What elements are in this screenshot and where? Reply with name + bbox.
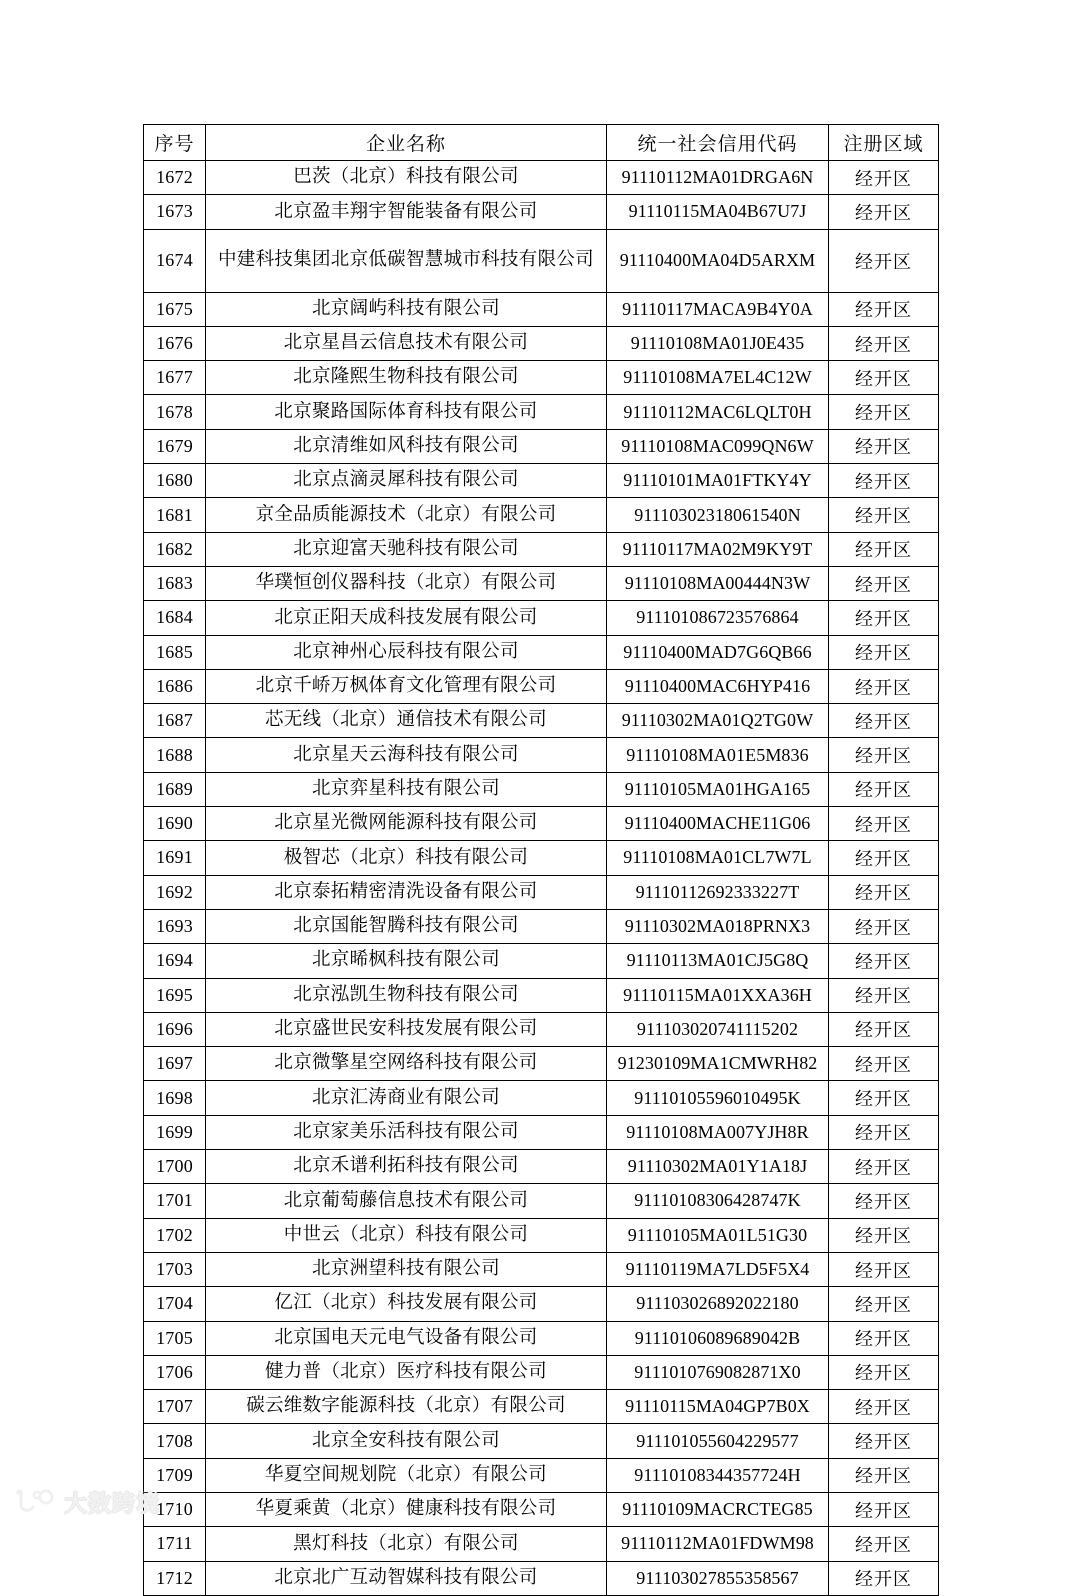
table-row <box>144 1527 939 1561</box>
table-row <box>144 841 939 875</box>
cell-area: 经开区 <box>829 1458 939 1492</box>
table-row <box>144 532 939 566</box>
cell-seq: 1692 <box>144 875 206 909</box>
cell-name: 北京家美乐活科技有限公司 <box>206 1115 607 1149</box>
cell-area: 经开区 <box>829 1492 939 1526</box>
cell-area: 经开区 <box>829 1321 939 1355</box>
cell-code: 91110108MA7EL4C12W <box>607 361 829 395</box>
table-row <box>144 601 939 635</box>
table-header-row <box>144 125 939 161</box>
cell-code: 91110115MA04GP7B0X <box>607 1390 829 1424</box>
cell-area: 经开区 <box>829 292 939 326</box>
cell-area: 经开区 <box>829 704 939 738</box>
cell-area: 经开区 <box>829 498 939 532</box>
cell-area: 经开区 <box>829 772 939 806</box>
cell-name: 北京千峤万枫体育文化管理有限公司 <box>206 669 607 703</box>
cell-seq: 1683 <box>144 566 206 600</box>
cell-seq: 1697 <box>144 1047 206 1081</box>
table-row <box>144 1012 939 1046</box>
cell-seq: 1694 <box>144 944 206 978</box>
cell-name: 北京神州心辰科技有限公司 <box>206 635 607 669</box>
table-row <box>144 1355 939 1389</box>
cell-name: 北京晞枫科技有限公司 <box>206 944 607 978</box>
cell-seq: 1679 <box>144 429 206 463</box>
cell-area: 经开区 <box>829 229 939 292</box>
cell-area: 经开区 <box>829 429 939 463</box>
table-row <box>144 229 939 292</box>
cell-seq: 1687 <box>144 704 206 738</box>
cell-name: 北京北广互动智媒科技有限公司 <box>206 1561 607 1595</box>
cell-area: 经开区 <box>829 361 939 395</box>
cell-code: 91110400MAC6HYP416 <box>607 669 829 703</box>
cell-seq: 1678 <box>144 395 206 429</box>
cell-code: 911101055604229577 <box>607 1424 829 1458</box>
cell-seq: 1708 <box>144 1424 206 1458</box>
cell-name: 北京国电天元电气设备有限公司 <box>206 1321 607 1355</box>
cell-seq: 1677 <box>144 361 206 395</box>
table-row <box>144 1390 939 1424</box>
cell-seq: 1699 <box>144 1115 206 1149</box>
table-row <box>144 195 939 229</box>
cell-code: 91110117MACA9B4Y0A <box>607 292 829 326</box>
cell-name: 碳云维数字能源科技（北京）有限公司 <box>206 1390 607 1424</box>
cell-seq: 1680 <box>144 464 206 498</box>
cell-area: 经开区 <box>829 669 939 703</box>
cell-name: 北京泰拓精密清洗设备有限公司 <box>206 875 607 909</box>
table-row <box>144 361 939 395</box>
cell-seq: 1674 <box>144 229 206 292</box>
cell-area: 经开区 <box>829 909 939 943</box>
table-row <box>144 429 939 463</box>
cell-code: 91230109MA1CMWRH82 <box>607 1047 829 1081</box>
table-row <box>144 738 939 772</box>
cell-code: 91110109MACRCTEG85 <box>607 1492 829 1526</box>
cell-code: 91110108MA01J0E435 <box>607 326 829 360</box>
cell-area: 经开区 <box>829 1218 939 1252</box>
table-row <box>144 1424 939 1458</box>
cell-name: 极智芯（北京）科技有限公司 <box>206 841 607 875</box>
cell-name: 北京国能智腾科技有限公司 <box>206 909 607 943</box>
table-row <box>144 1492 939 1526</box>
cell-name: 北京盈丰翔宇智能装备有限公司 <box>206 195 607 229</box>
cell-seq: 1693 <box>144 909 206 943</box>
cell-code: 91110108MAC099QN6W <box>607 429 829 463</box>
logo-icon <box>14 1489 56 1515</box>
table-row <box>144 875 939 909</box>
cell-seq: 1686 <box>144 669 206 703</box>
cell-name: 北京星天云海科技有限公司 <box>206 738 607 772</box>
cell-name: 黑灯科技（北京）有限公司 <box>206 1527 607 1561</box>
cell-name: 北京禾谱利拓科技有限公司 <box>206 1150 607 1184</box>
table-row <box>144 704 939 738</box>
cell-name: 北京汇涛商业有限公司 <box>206 1081 607 1115</box>
cell-seq: 1673 <box>144 195 206 229</box>
cell-area: 经开区 <box>829 1527 939 1561</box>
cell-seq: 1698 <box>144 1081 206 1115</box>
cell-name: 北京正阳天成科技发展有限公司 <box>206 601 607 635</box>
cell-area: 经开区 <box>829 1184 939 1218</box>
cell-area: 经开区 <box>829 1390 939 1424</box>
table-row <box>144 635 939 669</box>
table-header <box>144 125 939 161</box>
enterprise-registry-table-container <box>143 124 938 1596</box>
cell-code: 91110112MAC6LQLT0H <box>607 395 829 429</box>
cell-name: 亿江（北京）科技发展有限公司 <box>206 1287 607 1321</box>
cell-seq: 1696 <box>144 1012 206 1046</box>
cell-code: 91110113MA01CJ5G8Q <box>607 944 829 978</box>
cell-seq: 1704 <box>144 1287 206 1321</box>
cell-seq: 1688 <box>144 738 206 772</box>
cell-seq: 1707 <box>144 1390 206 1424</box>
table-row <box>144 161 939 195</box>
table-row <box>144 1458 939 1492</box>
cell-name: 中世云（北京）科技有限公司 <box>206 1218 607 1252</box>
cell-area: 经开区 <box>829 161 939 195</box>
cell-seq: 1682 <box>144 532 206 566</box>
cell-code: 91110112692333227T <box>607 875 829 909</box>
cell-code: 91110400MAD7G6QB66 <box>607 635 829 669</box>
cell-area: 经开区 <box>829 1081 939 1115</box>
cell-area: 经开区 <box>829 738 939 772</box>
cell-area: 经开区 <box>829 1355 939 1389</box>
cell-code: 91110302MA01Q2TG0W <box>607 704 829 738</box>
table-row <box>144 326 939 360</box>
cell-name: 北京微擎星空网络科技有限公司 <box>206 1047 607 1081</box>
cell-code: 91110400MA04D5ARXM <box>607 229 829 292</box>
column-header-name: 企业名称 <box>206 125 607 161</box>
cell-seq: 1689 <box>144 772 206 806</box>
table-row <box>144 1287 939 1321</box>
cell-seq: 1712 <box>144 1561 206 1595</box>
cell-seq: 1702 <box>144 1218 206 1252</box>
table-row <box>144 1561 939 1595</box>
cell-seq: 1711 <box>144 1527 206 1561</box>
cell-seq: 1684 <box>144 601 206 635</box>
cell-area: 经开区 <box>829 635 939 669</box>
cell-name: 北京泓凯生物科技有限公司 <box>206 978 607 1012</box>
cell-name: 北京阔屿科技有限公司 <box>206 292 607 326</box>
cell-seq: 1703 <box>144 1252 206 1286</box>
table-row <box>144 1150 939 1184</box>
cell-code: 911103020741115202 <box>607 1012 829 1046</box>
cell-code: 91110108MA01E5M836 <box>607 738 829 772</box>
table-row <box>144 669 939 703</box>
table-row <box>144 1321 939 1355</box>
cell-name: 北京迎富天驰科技有限公司 <box>206 532 607 566</box>
cell-name: 北京隆熙生物科技有限公司 <box>206 361 607 395</box>
cell-name: 华夏空间规划院（北京）有限公司 <box>206 1458 607 1492</box>
cell-area: 经开区 <box>829 1047 939 1081</box>
cell-code: 91110112MA01DRGA6N <box>607 161 829 195</box>
cell-area: 经开区 <box>829 978 939 1012</box>
column-header-seq: 序号 <box>144 125 206 161</box>
cell-name: 北京点滴灵犀科技有限公司 <box>206 464 607 498</box>
cell-name: 北京清维如风科技有限公司 <box>206 429 607 463</box>
cell-seq: 1700 <box>144 1150 206 1184</box>
cell-code: 91110108MA01CL7W7L <box>607 841 829 875</box>
cell-seq: 1681 <box>144 498 206 532</box>
table-row <box>144 772 939 806</box>
cell-code: 91110108MA00444N3W <box>607 566 829 600</box>
cell-area: 经开区 <box>829 1012 939 1046</box>
enterprise-registry-table <box>143 124 939 1596</box>
cell-code: 91110105MA01L51G30 <box>607 1218 829 1252</box>
cell-name: 北京星昌云信息技术有限公司 <box>206 326 607 360</box>
cell-code: 91110302318061540N <box>607 498 829 532</box>
cell-name: 北京星光微网能源科技有限公司 <box>206 807 607 841</box>
watermark-text: 大数跨境 <box>64 1490 160 1516</box>
cell-area: 经开区 <box>829 875 939 909</box>
table-row <box>144 464 939 498</box>
watermark <box>14 1485 160 1518</box>
cell-seq: 1672 <box>144 161 206 195</box>
cell-area: 经开区 <box>829 566 939 600</box>
cell-name: 北京洲望科技有限公司 <box>206 1252 607 1286</box>
cell-area: 经开区 <box>829 532 939 566</box>
cell-name: 芯无线（北京）通信技术有限公司 <box>206 704 607 738</box>
cell-name: 健力普（北京）医疗科技有限公司 <box>206 1355 607 1389</box>
table-body <box>144 161 939 1596</box>
cell-code: 91110108MA007YJH8R <box>607 1115 829 1149</box>
table-row <box>144 566 939 600</box>
cell-area: 经开区 <box>829 601 939 635</box>
table-row <box>144 1184 939 1218</box>
cell-code: 91110106089689042B <box>607 1321 829 1355</box>
cell-area: 经开区 <box>829 464 939 498</box>
cell-seq: 1701 <box>144 1184 206 1218</box>
cell-seq: 1676 <box>144 326 206 360</box>
cell-name: 北京弈星科技有限公司 <box>206 772 607 806</box>
cell-area: 经开区 <box>829 944 939 978</box>
cell-code: 91110105MA01HGA165 <box>607 772 829 806</box>
table-row <box>144 498 939 532</box>
table-row <box>144 909 939 943</box>
table-row <box>144 1252 939 1286</box>
cell-area: 经开区 <box>829 326 939 360</box>
cell-code: 9111010769082871X0 <box>607 1355 829 1389</box>
cell-area: 经开区 <box>829 807 939 841</box>
cell-name: 北京全安科技有限公司 <box>206 1424 607 1458</box>
table-row <box>144 1081 939 1115</box>
cell-area: 经开区 <box>829 1150 939 1184</box>
cell-name: 华璞恒创仪器科技（北京）有限公司 <box>206 566 607 600</box>
cell-area: 经开区 <box>829 1115 939 1149</box>
cell-code: 91110108344357724H <box>607 1458 829 1492</box>
table-row <box>144 1218 939 1252</box>
table-row <box>144 978 939 1012</box>
cell-seq: 1695 <box>144 978 206 1012</box>
cell-seq: 1691 <box>144 841 206 875</box>
cell-seq: 1705 <box>144 1321 206 1355</box>
cell-area: 经开区 <box>829 1252 939 1286</box>
table-row <box>144 1115 939 1149</box>
cell-code: 911101086723576864 <box>607 601 829 635</box>
cell-name: 华夏乘黄（北京）健康科技有限公司 <box>206 1492 607 1526</box>
cell-name: 北京葡萄藤信息技术有限公司 <box>206 1184 607 1218</box>
cell-name: 北京盛世民安科技发展有限公司 <box>206 1012 607 1046</box>
cell-name: 中建科技集团北京低碳智慧城市科技有限公司 <box>206 229 607 292</box>
cell-area: 经开区 <box>829 1424 939 1458</box>
cell-area: 经开区 <box>829 195 939 229</box>
cell-name: 巴茨（北京）科技有限公司 <box>206 161 607 195</box>
cell-code: 91110101MA01FTKY4Y <box>607 464 829 498</box>
cell-code: 911103026892022180 <box>607 1287 829 1321</box>
column-header-code: 统一社会信用代码 <box>607 125 829 161</box>
cell-code: 91110105596010495K <box>607 1081 829 1115</box>
cell-code: 91110302MA018PRNX3 <box>607 909 829 943</box>
cell-area: 经开区 <box>829 841 939 875</box>
cell-area: 经开区 <box>829 395 939 429</box>
cell-area: 经开区 <box>829 1287 939 1321</box>
column-header-area: 注册区域 <box>829 125 939 161</box>
cell-code: 91110112MA01FDWM98 <box>607 1527 829 1561</box>
cell-code: 91110117MA02M9KY9T <box>607 532 829 566</box>
cell-name: 北京聚路国际体育科技有限公司 <box>206 395 607 429</box>
table-row <box>144 944 939 978</box>
cell-seq: 1690 <box>144 807 206 841</box>
cell-code: 91110108306428747K <box>607 1184 829 1218</box>
cell-code: 91110302MA01Y1A18J <box>607 1150 829 1184</box>
cell-seq: 1685 <box>144 635 206 669</box>
table-row <box>144 807 939 841</box>
cell-seq: 1706 <box>144 1355 206 1389</box>
cell-code: 911103027855358567 <box>607 1561 829 1595</box>
cell-code: 91110400MACHE11G06 <box>607 807 829 841</box>
cell-seq: 1709 <box>144 1458 206 1492</box>
cell-area: 经开区 <box>829 1561 939 1595</box>
table-row <box>144 292 939 326</box>
table-row <box>144 395 939 429</box>
cell-seq: 1675 <box>144 292 206 326</box>
cell-name: 京全品质能源技术（北京）有限公司 <box>206 498 607 532</box>
cell-code: 91110115MA01XXA36H <box>607 978 829 1012</box>
cell-seq: 1710 <box>144 1492 206 1526</box>
cell-code: 91110119MA7LD5F5X4 <box>607 1252 829 1286</box>
cell-code: 91110115MA04B67U7J <box>607 195 829 229</box>
table-row <box>144 1047 939 1081</box>
